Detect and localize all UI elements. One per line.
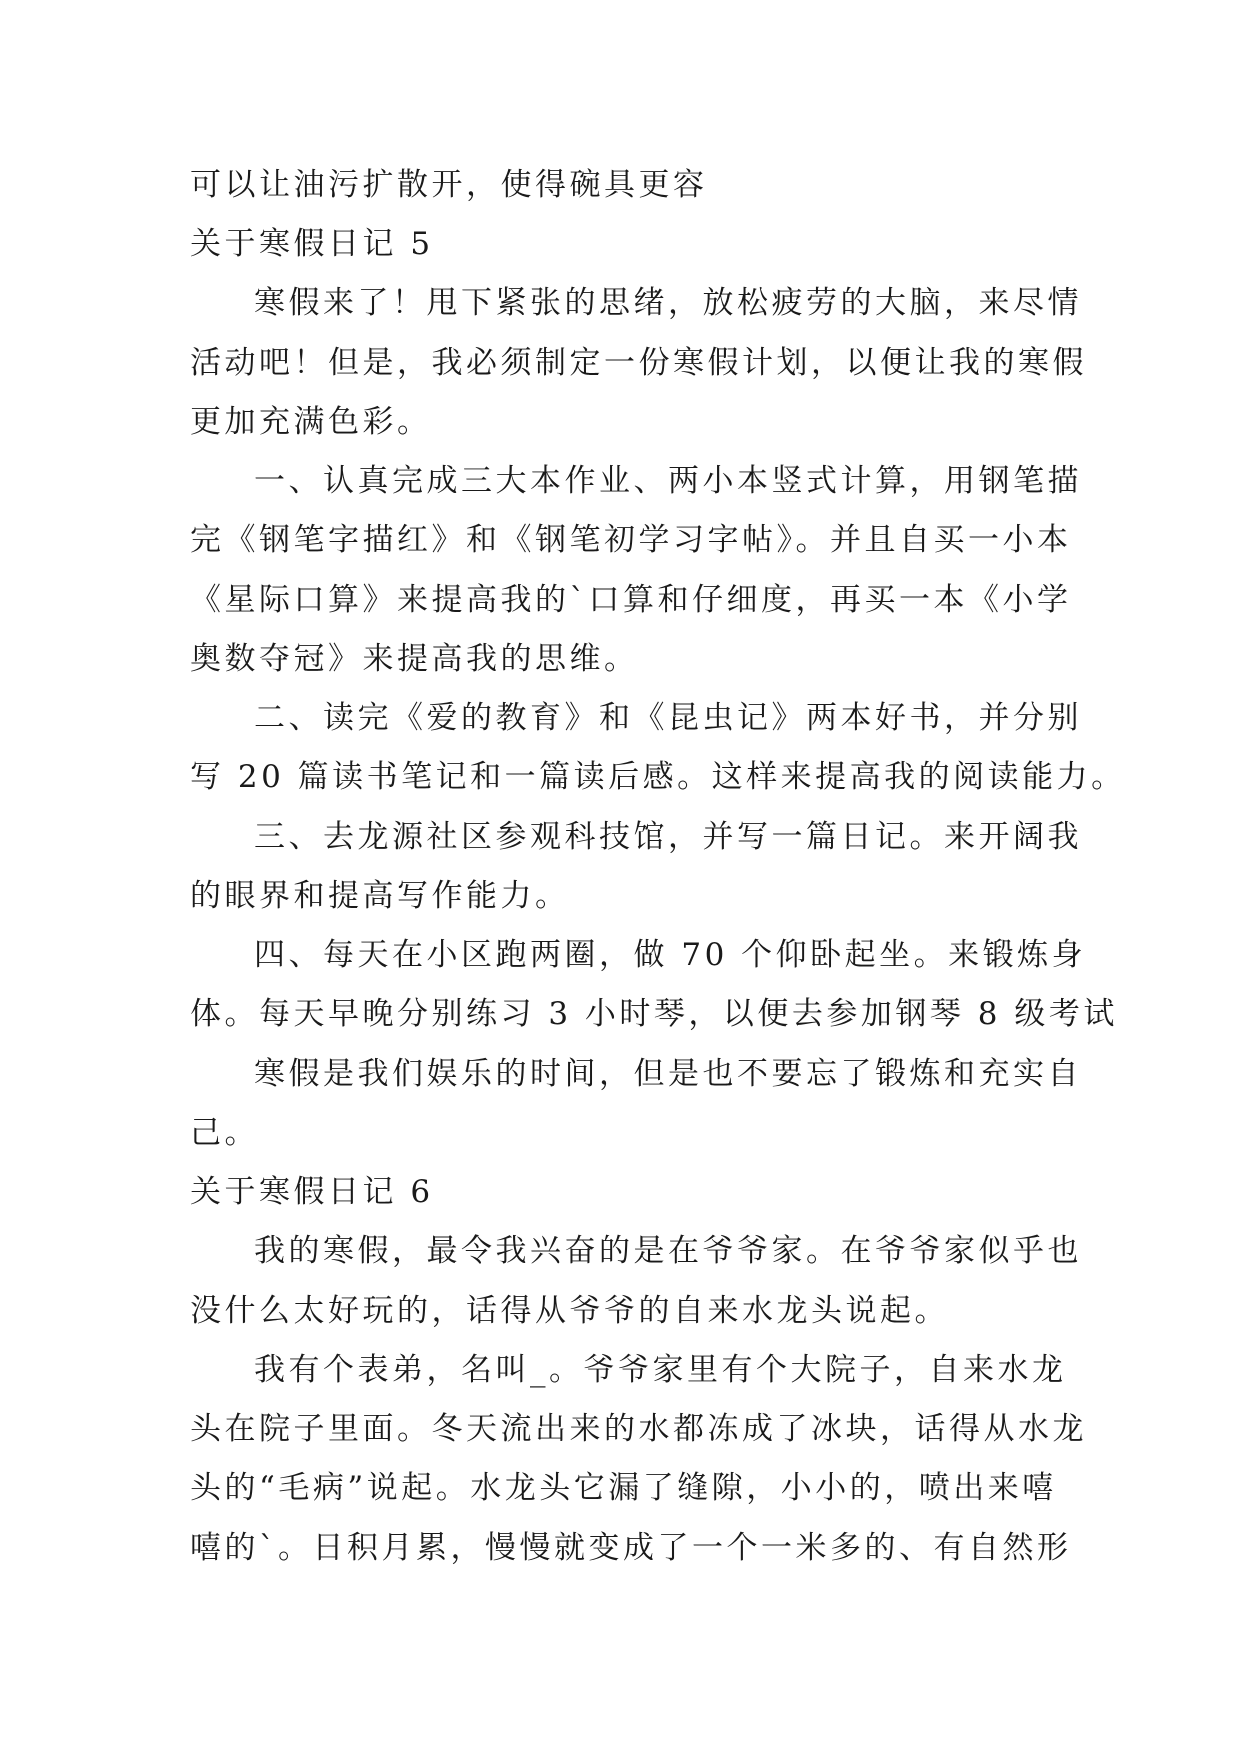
paragraph-line: 我有个表弟，名叫_。爷爷家里有个大院子，自来水龙 [254, 1352, 1067, 1388]
text-line: 头的“毛病”说起。水龙头它漏了缝隙，小小的，喷出来嘻 [190, 1470, 1057, 1506]
text-line: 奥数夺冠》来提高我的思维。 [190, 641, 639, 677]
paragraph-line: 三、去龙源社区参观科技馆，并写一篇日记。来开阔我 [254, 819, 1082, 855]
text-line: 活动吧！但是，我必须制定一份寒假计划，以便让我的寒假 [190, 345, 1087, 381]
text-line: 头在院子里面。冬天流出来的水都冻成了冰块，话得从水龙 [190, 1411, 1087, 1447]
text-line: 写 20 篇读书笔记和一篇读后感。这样来提高我的阅读能力。 [190, 759, 1126, 795]
text-line: 嘻的`。日积月累，慢慢就变成了一个一米多的、有自然形 [190, 1530, 1072, 1566]
paragraph-line: 一、认真完成三大本作业、两小本竖式计算，用钢笔描 [254, 463, 1082, 499]
text-line: 体。每天早晚分别练习 3 小时琴，以便去参加钢琴 8 级考试 [190, 996, 1118, 1032]
text-line: 的眼界和提高写作能力。 [190, 878, 570, 914]
text-line: 没什么太好玩的，话得从爷爷的自来水龙头说起。 [190, 1293, 949, 1329]
text-line: 己。 [190, 1115, 259, 1151]
text-line: 完《钢笔字描红》和《钢笔初学习字帖》。并且自买一小本 [190, 522, 1072, 558]
text-line: 可以让油污扩散开，使得碗具更容 [190, 167, 708, 203]
paragraph-line: 四、每天在小区跑两圈，做 70 个仰卧起坐。来锻炼身 [254, 937, 1087, 973]
paragraph-line: 寒假是我们娱乐的时间，但是也不要忘了锻炼和充实自 [254, 1056, 1082, 1092]
paragraph-line: 二、读完《爱的教育》和《昆虫记》两本好书，并分别 [254, 700, 1082, 736]
section-heading: 关于寒假日记 5 [190, 226, 434, 262]
paragraph-line: 寒假来了！甩下紧张的思绪，放松疲劳的大脑，来尽情 [254, 285, 1082, 321]
paragraph-line: 我的寒假，最令我兴奋的是在爷爷家。在爷爷家似乎也 [254, 1233, 1082, 1269]
section-heading: 关于寒假日记 6 [190, 1174, 434, 1210]
text-line: 更加充满色彩。 [190, 404, 432, 440]
text-line: 《星际口算》来提高我的`口算和仔细度，再买一本《小学 [190, 582, 1072, 618]
